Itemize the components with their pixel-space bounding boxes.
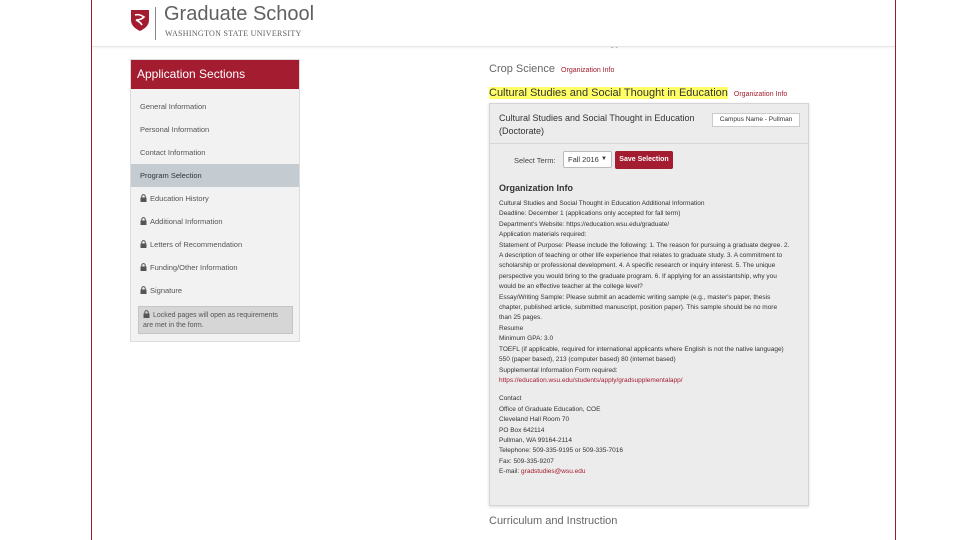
sidebar-heading: Application Sections xyxy=(131,60,299,89)
contact-line: Telephone: 509-335-9195 or 509-335-7016 xyxy=(499,447,623,455)
locked-pages-note-text: Locked pages will open as requirements are met in the form. xyxy=(143,312,278,329)
application-sections-sidebar xyxy=(130,59,300,342)
program-item-cultural-studies[interactable] xyxy=(489,87,787,99)
contact-line: Pullman, WA 99164-2114 xyxy=(499,436,572,444)
org-info-line: Deadline: December 1 (applications only accepted for fall term) xyxy=(499,210,681,218)
panel-divider xyxy=(490,143,808,144)
program-item-crop-science[interactable] xyxy=(489,63,614,75)
page-frame xyxy=(91,0,896,540)
org-info-line: scholarship or professional development. 4. A specific research or inquiry interest. 5. The unique xyxy=(499,262,776,270)
sidebar-item-funding-other-information[interactable] xyxy=(131,256,299,279)
university-name: WASHINGTON STATE UNIVERSITY xyxy=(165,29,302,38)
email-link[interactable]: gradstudies@wsu.edu xyxy=(521,468,586,476)
email-line xyxy=(499,467,799,477)
program-item-curriculum-instruction[interactable] xyxy=(489,515,617,527)
contact-line: Contact xyxy=(499,395,522,403)
sidebar-item-label: Contact Information xyxy=(140,148,206,157)
program-detail-panel xyxy=(489,103,809,506)
site-header xyxy=(92,0,895,47)
sidebar-item-additional-information[interactable] xyxy=(131,210,299,233)
save-selection-button[interactable]: Save Selection xyxy=(615,151,673,169)
locked-pages-note xyxy=(138,306,293,334)
contact-line: PO Box 642114 xyxy=(499,426,545,434)
supplemental-form-link[interactable]: https://education.wsu.edu/students/apply/gradsupplementalapp/ xyxy=(499,376,683,384)
org-info-line: Cultural Studies and Social Thought in Education Additional Information xyxy=(499,200,705,207)
org-info-line: Resume xyxy=(499,324,524,332)
term-label: Select Term: xyxy=(514,156,556,165)
organization-info-link[interactable]: Organization Info xyxy=(561,67,615,74)
contact-line: Fax: 509-335-9207 xyxy=(499,457,554,465)
org-info-line[interactable]: Department's Website: https://education.wsu.edu/graduate/ xyxy=(499,220,670,228)
sidebar-item-label: Letters of Recommendation xyxy=(150,240,243,249)
org-info-line: 550 (paper based), 213 (computer based) 80 (internet based) xyxy=(499,356,676,364)
org-info-line: A description of teaching or other life experience that relates to graduate study. 3. A commitment to xyxy=(499,252,783,260)
sidebar-item-label: Funding/Other Information xyxy=(150,263,238,272)
org-info-line: Statement of Purpose: Please include the following: 1. The reason for pursuing a graduate degree. 2. xyxy=(499,241,790,249)
org-info-line: Minimum GPA: 3.0 xyxy=(499,335,554,343)
organization-info-heading: Organization Info xyxy=(499,183,573,193)
organization-info-body xyxy=(499,199,799,478)
sidebar-item-signature[interactable] xyxy=(131,279,299,302)
org-info-line: perspective you would bring to the graduate program. 6. If applying for an assistantship, why you xyxy=(499,272,777,280)
lock-icon xyxy=(143,310,150,318)
sidebar-item-program-selection[interactable] xyxy=(131,164,299,187)
org-info-line: TOEFL (if applicable, required for international applicants where English is not the native language) xyxy=(499,345,784,353)
program-name: Curriculum and Instruction xyxy=(489,515,618,527)
spacer xyxy=(499,386,799,394)
sidebar-item-label: Personal Information xyxy=(140,125,210,134)
sidebar-item-letters-of-recommendation[interactable] xyxy=(131,233,299,256)
lock-icon xyxy=(140,240,147,248)
program-name: Crop Science xyxy=(489,63,556,75)
term-select[interactable] xyxy=(563,151,612,168)
sidebar-item-label: Additional Information xyxy=(150,217,223,226)
sidebar-item-general-information[interactable] xyxy=(131,95,299,118)
contact-line: Cleveland Hall Room 70 xyxy=(499,416,570,424)
sidebar-item-label: Program Selection xyxy=(140,171,202,180)
organization-info-link[interactable]: Organization Info xyxy=(733,91,788,98)
sidebar-item-education-history[interactable] xyxy=(131,187,299,210)
org-info-line: would be an effective teacher at the college level? xyxy=(499,283,643,291)
sidebar-item-personal-information[interactable] xyxy=(131,118,299,141)
program-name-highlighted: Cultural Studies and Social Thought in Education xyxy=(489,87,728,99)
campus-badge: Campus Name - Pullman xyxy=(712,113,800,127)
wsu-shield-icon xyxy=(129,8,151,32)
logo-divider xyxy=(155,7,156,40)
org-info-line: chapter, published article, submitted manuscript, position paper). This sample should be no more xyxy=(499,304,778,312)
org-info-line: Application materials required: xyxy=(499,231,587,239)
term-select-value: Fall 2016 xyxy=(568,155,599,164)
org-info-line: than 25 pages. xyxy=(499,314,543,322)
sidebar-item-label: Education History xyxy=(150,194,209,203)
site-title[interactable]: Graduate School xyxy=(164,3,315,25)
email-label: E-mail: xyxy=(499,468,520,476)
program-title: Cultural Studies and Social Thought in Education (Doctorate) xyxy=(499,113,695,136)
lock-icon xyxy=(140,194,147,202)
org-info-line: Essay/Writing Sample: Please submit an academic writing sample (e.g., master's paper, thesis xyxy=(499,293,771,301)
org-info-line: Supplemental Information Form required: xyxy=(499,366,618,374)
lock-icon xyxy=(140,263,147,271)
sidebar-item-contact-information[interactable] xyxy=(131,141,299,164)
sidebar-item-label: General Information xyxy=(140,102,207,111)
sidebar-item-label: Signature xyxy=(150,286,183,295)
caret-down-icon: ▼ xyxy=(601,156,607,162)
contact-line: Office of Graduate Education, COE xyxy=(499,405,601,413)
lock-icon xyxy=(140,286,147,294)
lock-icon xyxy=(140,217,147,225)
